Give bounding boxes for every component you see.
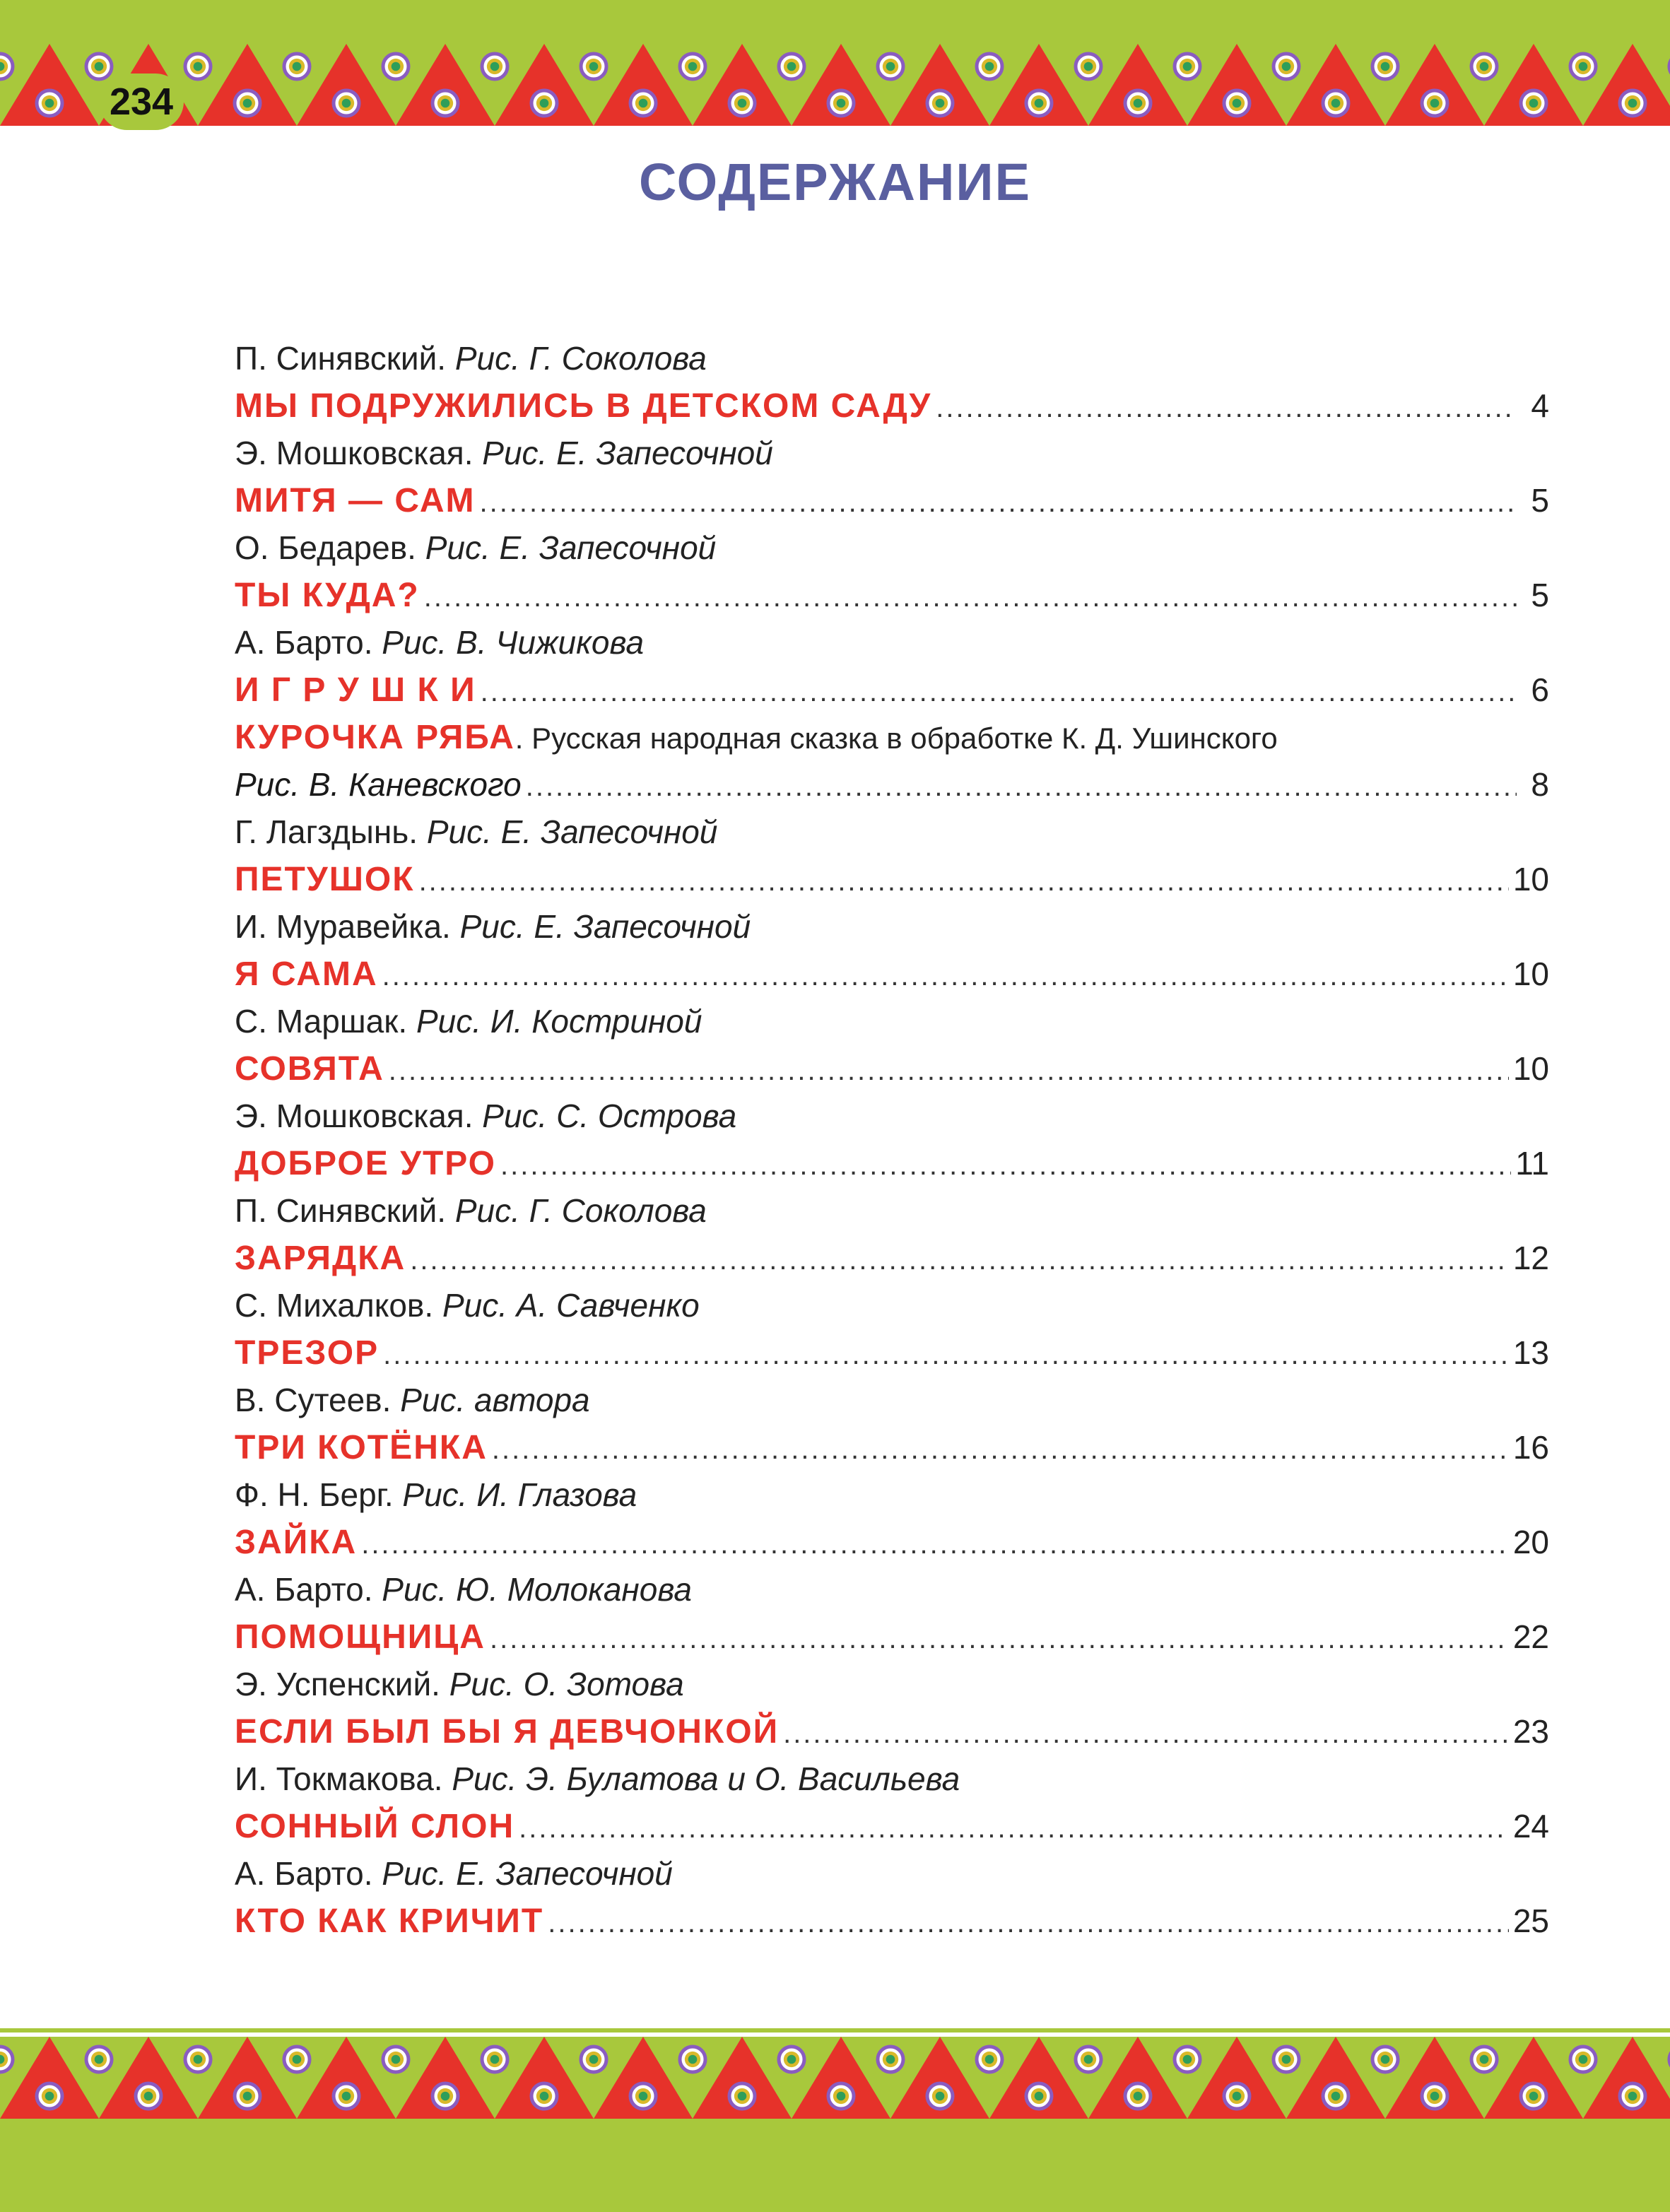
entry-author: Г. Лагздынь. xyxy=(235,813,418,850)
entry-title-row[interactable] xyxy=(235,1329,1549,1377)
entry-page: 16 xyxy=(1512,1429,1549,1466)
entry-page: 13 xyxy=(1512,1334,1549,1371)
entry-title: ТЫ КУДА? xyxy=(235,577,420,614)
entry-title-row[interactable] xyxy=(235,1235,1549,1282)
entry-page: 10 xyxy=(1512,861,1549,898)
entry-artist: Рис. автора xyxy=(400,1382,590,1418)
leader-dots xyxy=(424,574,1517,621)
leader-dots xyxy=(526,763,1517,811)
entry-artist: Рис. О. Зотова xyxy=(449,1666,684,1702)
entry-title: Я САМА xyxy=(235,955,378,993)
entry-credit xyxy=(235,335,1549,382)
entry-title: МЫ ПОДРУЖИЛИСЬ В ДЕТСКОМ САДУ xyxy=(235,387,932,425)
leader-dots xyxy=(389,1047,1509,1095)
leader-dots xyxy=(481,669,1517,716)
entry-credit xyxy=(235,998,1549,1045)
entry-page: 24 xyxy=(1512,1808,1549,1845)
entry-title: КТО КАК КРИЧИТ xyxy=(235,1902,544,1940)
entry-page: 8 xyxy=(1531,766,1549,803)
entry-artist: Рис. В. Чижикова xyxy=(382,624,645,661)
entry-title-row[interactable] xyxy=(235,761,1549,808)
entry-artist: Рис. Г. Соколова xyxy=(454,1192,707,1229)
entry-page: 10 xyxy=(1512,955,1549,992)
entry-author: Э. Успенский. xyxy=(235,1666,440,1702)
entry-author: О. Бедарев. xyxy=(235,529,416,566)
table-of-contents xyxy=(235,335,1549,1945)
page-title: СОДЕРЖАНИЕ xyxy=(639,153,1031,211)
entry-credit xyxy=(235,903,1549,951)
entry-credit xyxy=(235,1377,1549,1424)
entry-artist: Рис. Е. Запесочной xyxy=(482,435,773,471)
entry-title-row[interactable] xyxy=(235,1424,1549,1471)
entry-credit xyxy=(235,808,1549,856)
entry-title-row[interactable] xyxy=(235,1519,1549,1566)
entry-page: 25 xyxy=(1512,1902,1549,1939)
entry-title-row[interactable] xyxy=(235,477,1549,524)
entry-credit xyxy=(235,619,1549,666)
leader-dots xyxy=(783,1710,1509,1758)
entry-artist: Рис. Е. Запесочной xyxy=(459,908,751,945)
entry-page: 5 xyxy=(1531,482,1549,519)
entry-author: И. Муравейка. xyxy=(235,908,451,945)
entry-title-row[interactable] xyxy=(235,1045,1549,1093)
entry-page: 6 xyxy=(1531,671,1549,708)
entry-page: 5 xyxy=(1531,577,1549,613)
entry-page: 23 xyxy=(1512,1713,1549,1750)
leader-dots xyxy=(410,1237,1509,1284)
entry-title-row[interactable] xyxy=(235,666,1549,714)
entry-title-row[interactable] xyxy=(235,572,1549,619)
leader-dots xyxy=(361,1521,1509,1568)
entry-title: ЗАРЯДКА xyxy=(235,1240,406,1277)
entry-artist: Рис. В. Каневского xyxy=(235,766,522,803)
entry-title-row[interactable] xyxy=(235,1803,1549,1850)
entry-author: И. Токмакова. xyxy=(235,1760,443,1797)
entry-author: С. Михалков. xyxy=(235,1287,434,1324)
entry-author: Ф. Н. Берг. xyxy=(235,1476,394,1513)
entry-author: Э. Мошковская. xyxy=(235,435,474,471)
entry-title-row[interactable] xyxy=(235,951,1549,998)
entry-author: А. Барто. xyxy=(235,1855,373,1892)
entry-page: 11 xyxy=(1515,1145,1549,1182)
entry-credit xyxy=(235,430,1549,477)
entry-credit xyxy=(235,1471,1549,1519)
page-number: 234 xyxy=(99,73,184,130)
entry-artist: Рис. И. Костриной xyxy=(416,1003,702,1040)
entry-page: 10 xyxy=(1512,1050,1549,1087)
entry-title: ТРИ КОТЁНКА xyxy=(235,1429,488,1466)
entry-page: 12 xyxy=(1512,1240,1549,1276)
entry-artist: Рис. Е. Запесочной xyxy=(382,1855,673,1892)
entry-title-row[interactable] xyxy=(235,856,1549,903)
entry-title-row[interactable] xyxy=(235,1898,1549,1945)
entry-author: П. Синявский. xyxy=(235,1192,447,1229)
entry-title-row[interactable] xyxy=(235,1140,1549,1187)
entry-page: 20 xyxy=(1512,1524,1549,1560)
leader-dots xyxy=(490,1616,1509,1663)
entry-credit xyxy=(235,1093,1549,1140)
entry-author: П. Синявский. xyxy=(235,340,447,377)
entry-author: А. Барто. xyxy=(235,1571,373,1608)
leader-dots xyxy=(519,1805,1509,1852)
entry-title: ЗАЙКА xyxy=(235,1524,358,1561)
leader-dots xyxy=(492,1426,1509,1473)
entry-title-row[interactable] xyxy=(235,1613,1549,1661)
top-decorative-border xyxy=(0,0,1670,141)
entry-credit xyxy=(235,524,1549,572)
entry-artist: Рис. Ю. Молоканова xyxy=(382,1571,692,1608)
entry-page: 22 xyxy=(1512,1618,1549,1655)
entry-credit xyxy=(235,1661,1549,1708)
entry-title: ЕСЛИ БЫЛ БЫ Я ДЕВЧОНКОЙ xyxy=(235,1713,780,1751)
entry-author: А. Барто. xyxy=(235,624,373,661)
leader-dots xyxy=(548,1900,1509,1947)
entry-artist: Рис. Е. Запесочной xyxy=(426,813,718,850)
entry-artist: Рис. С. Острова xyxy=(482,1098,737,1134)
entry-title-row[interactable] xyxy=(235,1708,1549,1755)
entry-credit[interactable] xyxy=(235,714,1549,761)
entry-title: КУРОЧКА РЯБА xyxy=(235,719,515,756)
entry-title: СОВЯТА xyxy=(235,1050,384,1088)
entry-title: ПОМОЩНИЦА xyxy=(235,1618,486,1656)
entry-credit xyxy=(235,1566,1549,1613)
entry-title: ДОБРОЕ УТРО xyxy=(235,1145,496,1182)
entry-credit xyxy=(235,1187,1549,1235)
entry-title: ПЕТУШОК xyxy=(235,861,415,898)
entry-artist: Рис. И. Глазова xyxy=(402,1476,637,1513)
entry-title-row[interactable] xyxy=(235,382,1549,430)
entry-subtitle: . Русская народная сказка в обработке К. Д. Ушинского xyxy=(514,722,1278,755)
entry-author: Э. Мошковская. xyxy=(235,1098,474,1134)
leader-dots xyxy=(383,1331,1509,1379)
entry-artist: Рис. Г. Соколова xyxy=(454,340,707,377)
entry-credit xyxy=(235,1282,1549,1329)
entry-credit xyxy=(235,1850,1549,1898)
entry-artist: Рис. Е. Запесочной xyxy=(425,529,717,566)
leader-dots xyxy=(500,1142,1511,1189)
entry-title: И Г Р У Ш К И xyxy=(235,671,476,709)
entry-author: С. Маршак. xyxy=(235,1003,408,1040)
entry-artist: Рис. Э. Булатова и О. Васильева xyxy=(452,1760,960,1797)
entry-author: В. Сутеев. xyxy=(235,1382,392,1418)
entry-title: СОННЫЙ СЛОН xyxy=(235,1808,515,1845)
leader-dots xyxy=(382,953,1509,1000)
entry-credit xyxy=(235,1755,1549,1803)
leader-dots xyxy=(479,479,1517,526)
leader-dots xyxy=(936,384,1517,432)
entry-title: МИТЯ — САМ xyxy=(235,482,476,519)
bottom-decorative-border xyxy=(0,2028,1670,2212)
entry-artist: Рис. А. Савченко xyxy=(442,1287,700,1324)
entry-title: ТРЕЗОР xyxy=(235,1334,380,1372)
entry-page: 4 xyxy=(1531,387,1549,424)
leader-dots xyxy=(419,858,1509,905)
